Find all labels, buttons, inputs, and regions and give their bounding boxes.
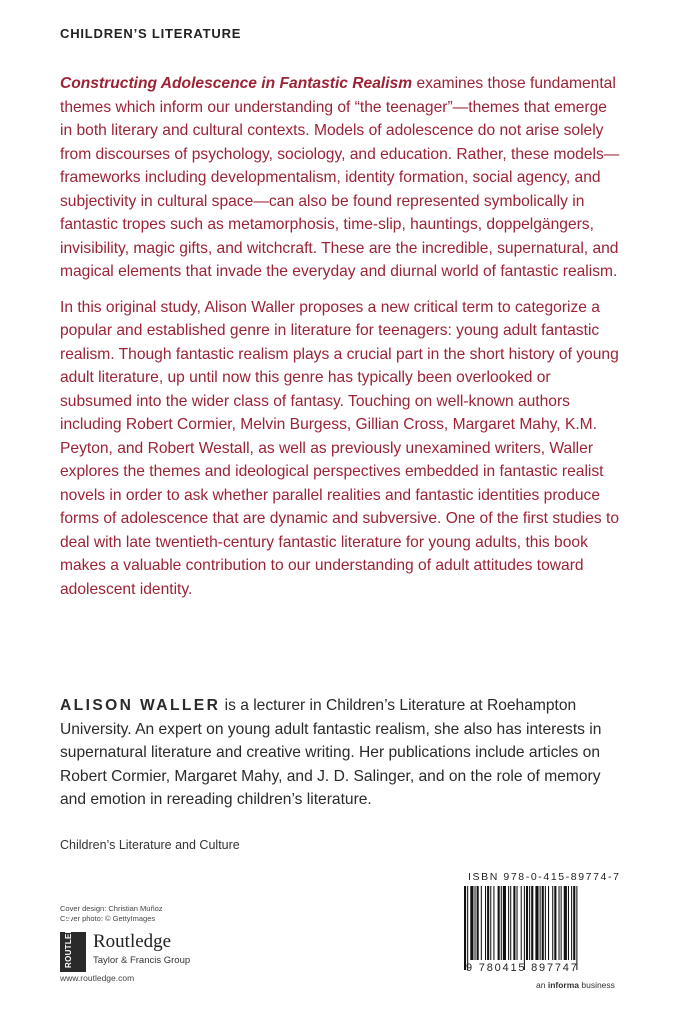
informa-prefix: an bbox=[536, 980, 548, 990]
publisher-group: Taylor & Francis Group bbox=[93, 955, 191, 966]
barcode-bar bbox=[513, 886, 515, 960]
author-name: ALISON WALLER bbox=[60, 697, 221, 714]
publisher-name: Routledge bbox=[93, 931, 172, 952]
barcode-bar bbox=[554, 886, 556, 960]
barcode-bar bbox=[524, 886, 525, 970]
barcode-bar bbox=[477, 886, 479, 960]
cover-design-credit: Cover design: Christian Muñoz bbox=[60, 904, 163, 913]
series-header: CHILDREN’S LITERATURE bbox=[60, 26, 242, 41]
publisher-url: www.routledge.com bbox=[60, 973, 135, 983]
barcode-bar bbox=[501, 886, 502, 960]
book-title: Constructing Adolescence in Fantastic Realism bbox=[60, 75, 413, 92]
barcode-bar bbox=[481, 886, 482, 960]
routledge-logo-icon bbox=[60, 915, 86, 972]
barcode-bar bbox=[529, 886, 530, 960]
description-paragraph-1-text: examines those fundamental themes which inform our understanding of “the teenager”—themes that emerge in both literary and cultural contexts. Models of adolescence do not arise solely from discourses of psychology, sociology, and education. Rather, these models—frameworks including developmentalism, identity formation, social agency, and subjectivity in cultural space—can also be found represented symbolically in fantastic tropes such as metamorphosis, time-slip, hauntings, doppelgängers, invisibility, magic gifts, and witchcraft. These are the incredible, supernatural, and magical elements that invade the everyday and diurnal world of fantastic realism. bbox=[60, 75, 620, 280]
barcode-bar bbox=[545, 886, 546, 960]
barcode-bar bbox=[564, 886, 567, 960]
barcode-bar bbox=[561, 886, 562, 960]
barcode-icon bbox=[462, 886, 622, 972]
barcode-bar bbox=[475, 886, 476, 960]
book-description bbox=[60, 72, 620, 613]
barcode-bar bbox=[542, 886, 544, 960]
barcode-bar bbox=[490, 886, 491, 960]
barcode-bar bbox=[470, 886, 473, 960]
series-name: Children’s Literature and Culture bbox=[60, 838, 240, 852]
barcode-bar bbox=[464, 886, 466, 970]
barcode-bar bbox=[517, 886, 518, 960]
barcode-bar bbox=[559, 886, 560, 960]
barcode-bar bbox=[540, 886, 541, 960]
barcode-bar bbox=[568, 886, 569, 960]
author-bio-text: is a lecturer in Children’s Literature at Roehampton University. An expert on young adult fantastic realism, she also has interests in supernatural literature and creative writing. Her publications include articles on Robert Cormier, Margaret Mahy, and J. D. Salinger, and on the role of memory and emotion in rereading children’s literature. bbox=[60, 697, 602, 808]
publisher-logo-text: ROUTLEDGE bbox=[64, 915, 73, 968]
description-paragraph-1 bbox=[60, 72, 620, 284]
barcode-bar bbox=[535, 886, 538, 960]
isbn-label: ISBN 978-0-415-89774-7 bbox=[468, 871, 621, 883]
author-bio bbox=[60, 694, 625, 812]
description-paragraph-2: In this original study, Alison Waller proposes a new critical term to categorize a popular and established genre in literature for teenagers: young adult fantastic realism. Though fantastic realism plays a crucial part in the short history of young adult literature, up until now this genre has typically been overlooked or subsumed into the wider class of fantasy. Touching on well-known authors including Robert Cormier, Melvin Burgess, Gillian Cross, Margaret Mahy, K.M. Peyton, and Robert Westall, as well as previously unexamined writers, Waller explores the themes and ideological perspectives embedded in fantastic realist novels in order to ask whether parallel realities and fantastic identities produce forms of adolescence that are dynamic and subversive. One of the first studies to deal with late twentieth-century fantastic literature for young adults, this book makes a valuable contribution to our understanding of adult attitudes toward adolescent identity. bbox=[60, 298, 620, 598]
barcode-bar bbox=[573, 886, 575, 960]
barcode-bar bbox=[493, 886, 494, 960]
barcode-bar bbox=[521, 886, 522, 960]
barcode-digits: 9 780415 897747 bbox=[466, 962, 579, 974]
cover-photo-credit: Cover photo: © GettyImages bbox=[60, 914, 156, 923]
barcode-bar bbox=[526, 886, 528, 960]
barcode-bar bbox=[485, 886, 486, 960]
barcode-bar bbox=[531, 886, 533, 960]
informa-tagline bbox=[536, 980, 615, 990]
barcode-bar bbox=[498, 886, 500, 960]
barcode-bar bbox=[508, 886, 509, 960]
barcode-bar bbox=[571, 886, 572, 960]
barcode-bar bbox=[552, 886, 553, 960]
barcode-bar bbox=[487, 886, 489, 960]
informa-suffix: business bbox=[579, 980, 615, 990]
informa-brand: informa bbox=[547, 980, 579, 990]
cover-credits bbox=[60, 904, 163, 924]
barcode-bar bbox=[503, 886, 506, 960]
barcode-bar bbox=[467, 886, 468, 970]
barcode-bar bbox=[510, 886, 511, 960]
barcode-bar bbox=[548, 886, 549, 960]
barcode-bar bbox=[576, 886, 577, 970]
